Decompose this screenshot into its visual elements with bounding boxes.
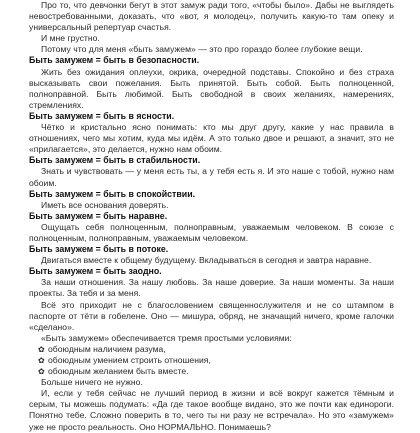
section-heading: Быть замужем = быть в стабильности.	[29, 155, 201, 166]
section-heading: Быть замужем = быть наравне.	[29, 210, 168, 221]
paragraph: За наши отношения. За нашу любовь. За наше доверие. За наши моменты. За наши проекты. За тебя и за меня.	[29, 277, 394, 299]
paragraph: Чётко и кристально ясно понимать: кто мы друг другу, какие у нас правила в отношениях, чего мы хотим, куда мы идём. А это только двое и решают, а значит, это не «прилагается», это делается, нужно нам обоим.	[29, 122, 394, 155]
paragraph: «Быть замужем» обеспечивается тремя простыми условиями:	[41, 332, 292, 343]
paragraph: Всё это приходит не с благословением священнослужителя и не со штампом в паспорте от тёти в гобелене. Оно — мишура, обряд, не значащий ничего, кроме галочки «сделано».	[29, 299, 394, 332]
paragraph: Жить без ожидания оплеухи, окрика, очередной подставы. Спокойно и без страха высказывать свои пожелания. Быть принятой. Быть собой. Быть полноценной, полноправной. Быть любимой. Быть свободной в своих желаниях, намерениях, стремлениях.	[29, 66, 394, 110]
bullet-text: обоюдным умением строить отношения,	[48, 355, 211, 365]
bullet-item	[29, 344, 394, 355]
bullet-text: обоюдным желанием быть вместе.	[48, 366, 189, 377]
bullet-item	[29, 355, 394, 366]
section-heading: Быть замужем = быть в потоке.	[29, 244, 169, 255]
paragraph: Больше ничего не нужно.	[41, 377, 143, 388]
paragraph: И, если у тебя сейчас не лучший период в жизни и всё вокруг кажется тёмным и серым, ты можешь подумать: «Да где такое вообще видано, это же почти как единороги. Понятно тебе. Сложно поверить в то, чего ты ни разу не встречала». Но это «замужем» уже не просто реальность. Оно НОРМАЛЬНО. Понимаешь?	[29, 388, 394, 432]
bullet-text: обоюдным наличием разума,	[48, 343, 166, 354]
paragraph: И мне грустно.	[41, 33, 100, 44]
section-heading: Быть замужем = быть заодно.	[29, 266, 162, 277]
sunflower-icon: ✿	[38, 344, 45, 354]
sunflower-icon: ✿	[38, 356, 45, 365]
bullet-item	[29, 366, 394, 377]
section-heading: Быть замужем = быть в спокойствии.	[29, 188, 196, 199]
paragraph: Потому что для меня «быть замужем» — это про гораздо более глубокие вещи.	[41, 44, 363, 55]
paragraph: Двигаться вместе к общему будущему. Вкладываться в сегодня и завтра наравне.	[41, 255, 372, 266]
paragraph: Ощущать себя полноценным, полноправным, уважаемым человеком. В союзе с полноценным, полноправным, уважаемым человеком.	[29, 221, 394, 243]
paragraph: Знать и чувствовать — у меня есть ты, а у тебя есть я. И это наше с тобой, нужно нам обоим.	[29, 166, 394, 188]
section-heading: Быть замужем = быть в ясности.	[29, 110, 175, 121]
section-heading: Быть замужем = быть в безопасности.	[29, 55, 200, 66]
paragraph: Иметь все основания доверять.	[41, 199, 169, 210]
paragraph: Про то, что девчонки бегут в этот замуж ради того, «чтобы было». Дабы не выглядеть невостребованными, доказать, что «вот, я молодец», получить какую-то там опеку и универсальный репертуар счастья.	[29, 0, 394, 33]
sunflower-icon: ✿	[38, 367, 45, 377]
